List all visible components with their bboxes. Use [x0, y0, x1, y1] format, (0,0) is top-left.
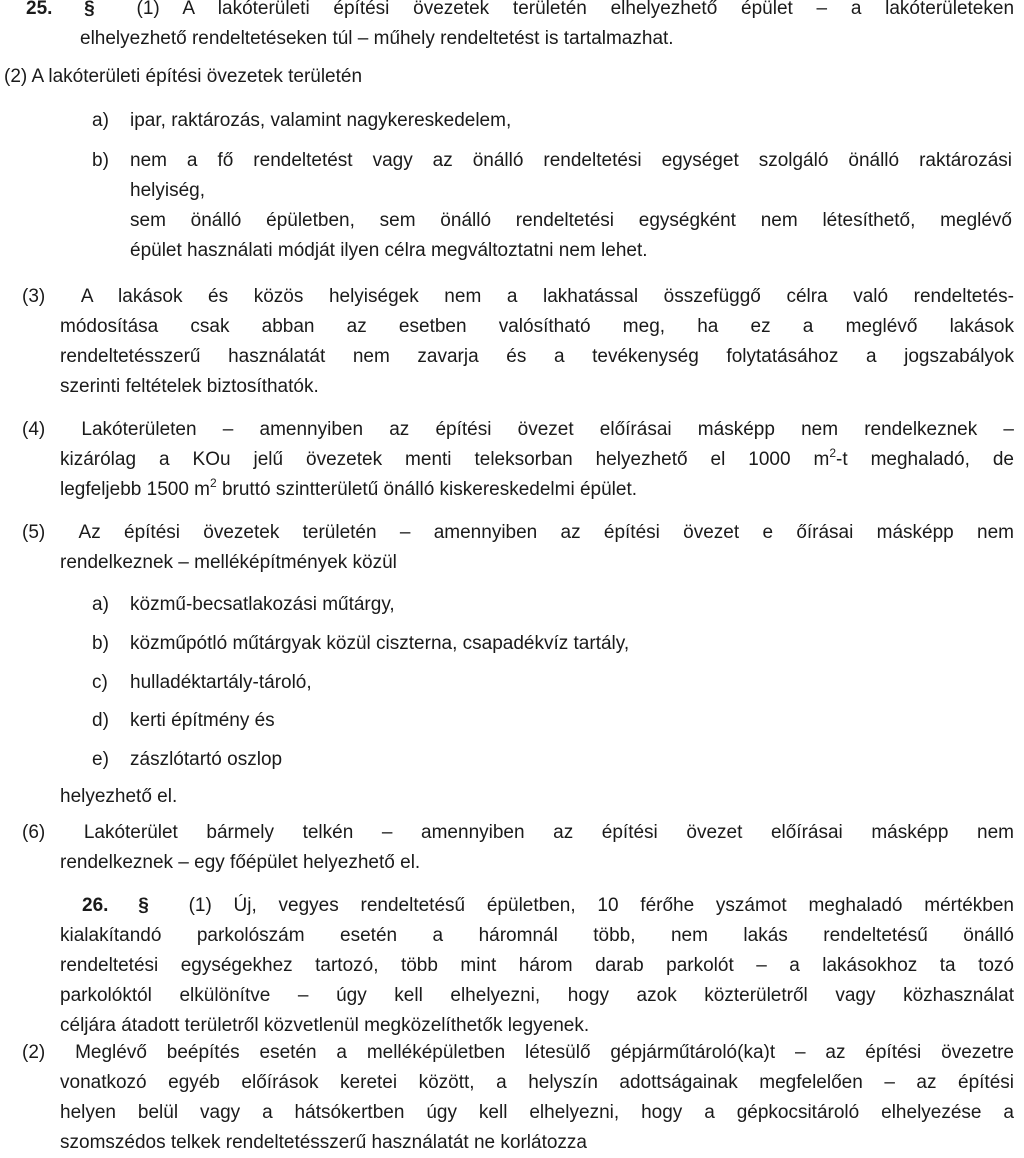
- section-sign: §: [84, 0, 95, 19]
- list-item: [92, 590, 1012, 620]
- text-line: (1) A lakóterületi építési övezetek területén elhelyezhető épület – a lakóterületeken: [136, 0, 1015, 19]
- list-item: [92, 106, 1012, 136]
- text-line: sem önálló épületben, sem önálló rendeltetési egységként nem létesíthető, meglévő: [130, 210, 1012, 231]
- list-item: [92, 706, 1012, 736]
- section-26-paragraph-1: [60, 891, 1014, 1041]
- text-line: Lakóterület bármely telkén – amennyiben az építési övezet előírásai másképp nem: [83, 822, 1014, 843]
- paragraph-first-line: [22, 518, 1014, 548]
- section-25-paragraph-2-tail: [92, 206, 1012, 266]
- section-26-paragraph-2: [22, 1038, 1014, 1158]
- list-item: [92, 668, 1012, 698]
- section-sign: §: [138, 895, 149, 916]
- list-label: a): [92, 110, 109, 131]
- text-segment: -t meghaladó, de: [836, 449, 1014, 470]
- list-label: e): [92, 749, 109, 770]
- text-line: Az építési övezetek területén – amennyiben az építési övezet e őírásai másképp nem: [78, 522, 1014, 543]
- list-label: c): [92, 672, 108, 693]
- section-25-heading-line: [26, 0, 1014, 24]
- list-text: hulladéktartály-tároló,: [130, 672, 312, 693]
- list-label: d): [92, 710, 109, 731]
- paragraph-first-line: [22, 282, 1014, 312]
- paragraph-number: (6): [22, 822, 46, 843]
- list-text: zászlótartó oszlop: [130, 749, 283, 770]
- list-label: b): [92, 150, 109, 171]
- text-line: épület használati módját ilyen célra megváltoztatni nem lehet.: [130, 240, 648, 261]
- text-line: parkolóktól elkülönítve – úgy kell elhelyezni, hogy azok közterületről vagy közhasználat: [60, 985, 1014, 1006]
- section-25-number: 25.: [26, 0, 53, 19]
- list-label: a): [92, 594, 109, 615]
- superscript: 2: [829, 446, 837, 460]
- text-segment: kizárólag a KOu jelű övezetek menti teleksorban helyezhető el 1000 m: [60, 449, 830, 470]
- section-25-paragraph-4: [22, 415, 1014, 505]
- text-segment: legfeljebb 1500 m: [60, 479, 210, 500]
- text-line: (1) Új, vegyes rendeltetésű épületben, 10 férőhe yszámot meghaladó mértékben: [188, 895, 1015, 916]
- text-line: módosítása csak abban az esetben valósítható meg, ha ez a meglévő lakások: [60, 316, 1014, 337]
- text-line: szomszédos telkek rendeltetésszerű használatát ne korlátozza: [60, 1132, 587, 1153]
- paragraph-first-line: [22, 415, 1014, 445]
- paragraph-number: (4): [22, 419, 46, 440]
- list-text: közmű-becsatlakozási műtárgy,: [130, 594, 395, 615]
- section-26-number: 26.: [82, 895, 109, 916]
- section-25-paragraph-2-intro: (2) A lakóterületi építési övezetek területén: [4, 66, 363, 87]
- list-item: [92, 629, 1012, 659]
- text-line: rendelkeznek – melléképítmények közül: [60, 552, 397, 573]
- section-25-paragraph-1: [26, 0, 1014, 54]
- paragraph-first-line: [22, 818, 1014, 848]
- list-text: nem a fő rendeltetést vagy az önálló rendeltetési egységet szolgáló önálló raktározási: [130, 150, 1012, 171]
- list-item: [92, 745, 1012, 775]
- text-line: kialakítandó parkolószám esetén a háromnál több, nem lakás rendeltetésű önálló: [60, 925, 1014, 946]
- text-line: Lakóterületen – amennyiben az építési övezet előírásai másképp nem rendelkeznek –: [81, 419, 1014, 440]
- list-text: kerti építmény és: [130, 710, 275, 731]
- list-text: ipar, raktározás, valamint nagykereskedelem,: [130, 110, 512, 131]
- section-25-paragraph-6: [22, 818, 1014, 878]
- section-25-paragraph-5: [22, 518, 1014, 578]
- text-line: Meglévő beépítés esetén a melléképületben létesülő gépjárműtároló(ka)t – az építési övezetre: [75, 1042, 1014, 1063]
- text-segment: bruttó szintterületű önálló kiskereskedelmi épület.: [216, 479, 638, 500]
- paragraph-number: (2): [22, 1042, 46, 1063]
- text-line: vonatkozó egyéb előírások keretei között, a helyszín adottságainak megfelelően – az építési: [60, 1072, 1014, 1093]
- paragraph-number: (3): [22, 286, 46, 307]
- section-25-paragraph-5-tail: helyezhető el.: [60, 786, 178, 807]
- text-line: A lakások és közös helyiségek nem a lakhatással összefüggő célra való rendeltetés-: [80, 286, 1014, 307]
- text-line: elhelyezhető rendeltetéseken túl – műhely rendeltetést is tartalmazhat.: [80, 28, 674, 49]
- text-line: rendeltetésszerű használatát nem zavarja és a tevékenység folytatásához a jogszabályok: [60, 346, 1014, 367]
- paragraph-number: (5): [22, 522, 46, 543]
- superscript: 2: [210, 476, 217, 490]
- text-line: helyen belül vagy a hátsókertben úgy kell elhelyezni, hogy a gépkocsitároló elhelyezése a: [60, 1102, 1014, 1123]
- section-26-heading-line: [60, 891, 1014, 921]
- paragraph-first-line: [22, 1038, 1014, 1068]
- list-text: közműpótló műtárgyak közül ciszterna, csapadékvíz tartály,: [130, 633, 630, 654]
- text-line: [22, 475, 1014, 505]
- list-text-continued: helyiség,: [130, 180, 205, 201]
- list-item: [92, 146, 1012, 206]
- text-line: rendelkeznek – egy főépület helyezhető el.: [60, 852, 421, 873]
- text-line: rendeltetési egységekhez tartozó, több mint három darab parkolót – a lakásokhoz ta tozó: [60, 955, 1014, 976]
- text-line: céljára átadott területről közvetlenül megközelíthetők legyenek.: [60, 1015, 590, 1036]
- text-line: szerinti feltételek biztosíthatók.: [60, 376, 319, 397]
- section-25-paragraph-3: [22, 282, 1014, 402]
- list-label: b): [92, 633, 109, 654]
- text-line: [22, 445, 1014, 475]
